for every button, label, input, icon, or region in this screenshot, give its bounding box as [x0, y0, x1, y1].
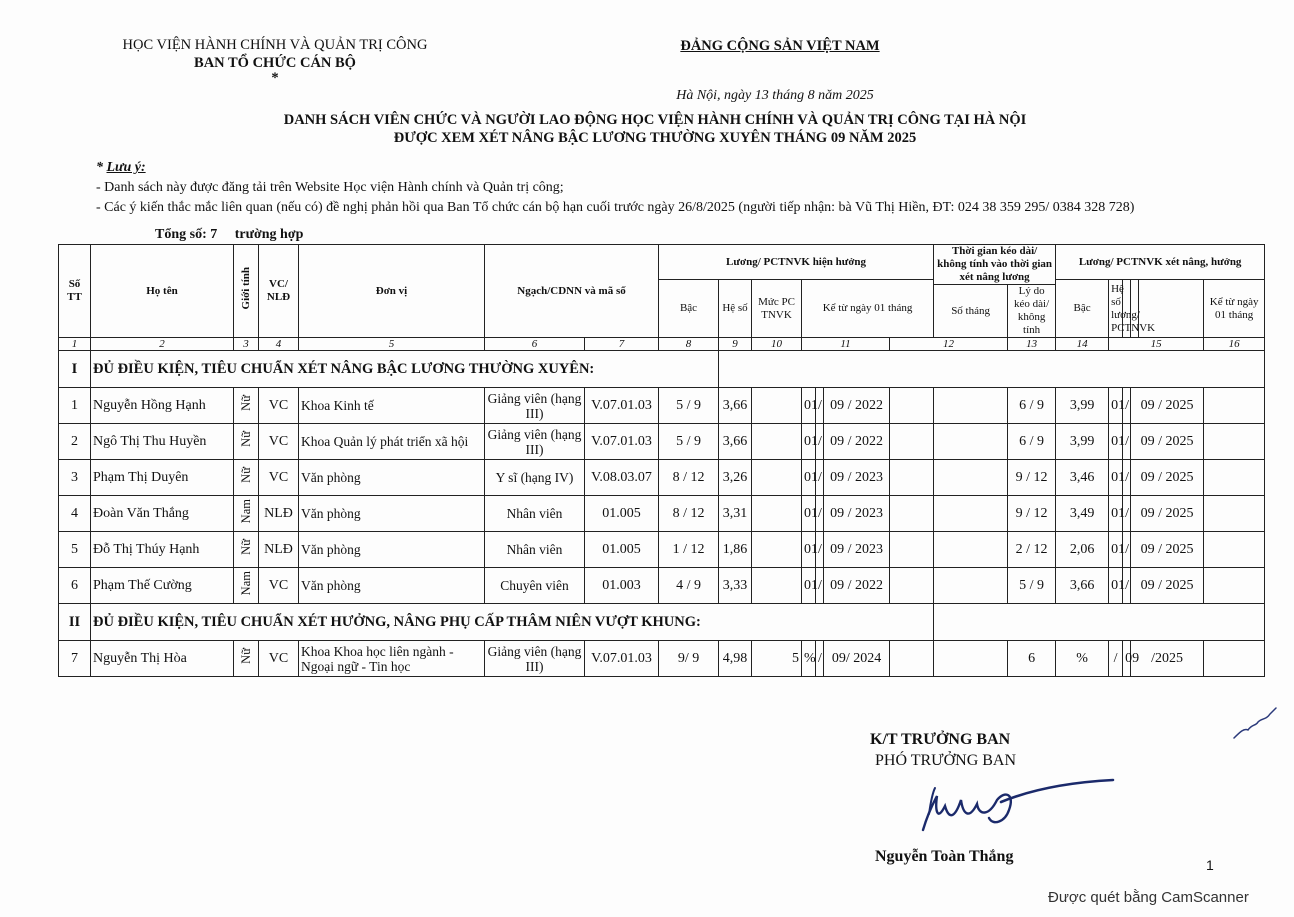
notes-heading-text: Lưu ý:: [106, 160, 146, 175]
col-heso-header: Hệ số: [719, 280, 752, 338]
cell-d2: /: [816, 496, 824, 532]
cell-lydo: [934, 568, 1008, 604]
party-header: ĐẢNG CỘNG SẢN VIỆT NAM: [680, 38, 880, 54]
cell-so: [890, 496, 934, 532]
col-sothang-header: Số tháng: [934, 285, 1008, 338]
cell-stt: 6: [59, 568, 91, 604]
notes-heading: [96, 158, 1276, 178]
cell-lydo: [934, 641, 1008, 677]
col-number: 1: [59, 338, 91, 351]
col-number: 4: [259, 338, 299, 351]
cell-bac2: 6 / 9: [1008, 388, 1056, 424]
org-name: HỌC VIỆN HÀNH CHÍNH VÀ QUẢN TRỊ CÔNG: [122, 37, 428, 53]
cell-name: Đỗ Thị Thúy Hạnh: [91, 532, 234, 568]
cell-note: [1204, 496, 1265, 532]
cell-heso: 1,86: [719, 532, 752, 568]
cell-so: [890, 388, 934, 424]
cell-bac2: 9 / 12: [1008, 460, 1056, 496]
table-row: [59, 532, 1265, 568]
org-star: *: [271, 70, 279, 86]
cell-e1: /: [1109, 641, 1123, 677]
col-number: 16: [1204, 338, 1265, 351]
cell-stt: 7: [59, 641, 91, 677]
current-salary-header: Lương/ PCTNVK hiện hưởng: [659, 245, 934, 280]
gender-text: Nữ: [238, 395, 253, 411]
gender-text: Nữ: [238, 431, 253, 447]
section-row: [59, 604, 1265, 641]
cell-heso2: 3,99: [1056, 424, 1109, 460]
cell-note: [1204, 424, 1265, 460]
cell-e1: 01: [1109, 424, 1123, 460]
cell-code: V.07.01.03: [585, 641, 659, 677]
col-name-header: Họ tên: [91, 245, 234, 338]
gender-text: Nam: [238, 570, 253, 596]
table-row: [59, 641, 1265, 677]
cell-e2: /: [1123, 568, 1131, 604]
cell-d3: 09 / 2022: [824, 388, 890, 424]
cell-stt: 1: [59, 388, 91, 424]
cell-d2: /: [816, 388, 824, 424]
cell-gender: [234, 388, 259, 424]
cell-heso: 3,31: [719, 496, 752, 532]
col-gender-header: [234, 245, 259, 338]
cell-muc: [752, 460, 802, 496]
cell-bac2: 6: [1008, 641, 1056, 677]
cell-stt: 4: [59, 496, 91, 532]
cell-e3: 09 / 2025: [1131, 424, 1204, 460]
cell-e3: 09 / 2025: [1131, 568, 1204, 604]
title-line-2: ĐƯỢC XEM XÉT NÂNG BẬC LƯƠNG THƯỜNG XUYÊN THÁNG 09 NĂM 2025: [393, 130, 917, 146]
cell-unit: Khoa Quản lý phát triển xã hội: [299, 424, 485, 460]
cell-e2: /: [1123, 460, 1131, 496]
cell-bac: 5 / 9: [659, 388, 719, 424]
cell-bac: 9/ 9: [659, 641, 719, 677]
header-row-1: [59, 245, 1265, 280]
section-row: [59, 351, 1265, 388]
col-number: 7: [585, 338, 659, 351]
section-filler: [934, 604, 1265, 641]
cell-rank: Nhân viên: [485, 532, 585, 568]
cell-e2: /: [1123, 424, 1131, 460]
col-vc-header: VC/ NLĐ: [259, 245, 299, 338]
cell-note: [1204, 388, 1265, 424]
cell-heso2: 2,06: [1056, 532, 1109, 568]
cell-muc: [752, 568, 802, 604]
col-bac-header: Bậc: [659, 280, 719, 338]
document-title: [150, 111, 1160, 147]
table-row: [59, 496, 1265, 532]
cell-unit: Văn phòng: [299, 496, 485, 532]
signature-title: K/T TRƯỞNG BAN: [870, 731, 1011, 748]
cell-d3: 09/ 2024: [824, 641, 890, 677]
page-number: 1: [1206, 857, 1214, 873]
col-number: 6: [485, 338, 585, 351]
cell-note: [1204, 641, 1265, 677]
cell-so: [890, 460, 934, 496]
department-name: BAN TỔ CHỨC CÁN BỘ: [194, 55, 356, 71]
col-number: 5: [299, 338, 485, 351]
cell-d1: 01: [802, 388, 816, 424]
cell-e3: 09 / 2025: [1131, 388, 1204, 424]
cell-rank: Giảng viên (hạng III): [485, 388, 585, 424]
cell-gender: [234, 460, 259, 496]
section-title: ĐỦ ĐIỀU KIỆN, TIÊU CHUẨN XÉT HƯỞNG, NÂNG PHỤ CẤP THÂM NIÊN VƯỢT KHUNG:: [91, 604, 934, 641]
cell-unit: Văn phòng: [299, 460, 485, 496]
scanner-watermark: Được quét bằng CamScanner: [1048, 889, 1249, 906]
cell-d2: /: [816, 460, 824, 496]
cell-d3: 09 / 2023: [824, 532, 890, 568]
cell-d2: /: [816, 532, 824, 568]
cell-d1: %: [802, 641, 816, 677]
section-roman: II: [59, 604, 91, 641]
notes-block: [96, 158, 1276, 218]
signature-subtitle: PHÓ TRƯỞNG BAN: [875, 752, 1017, 769]
cell-bac: 4 / 9: [659, 568, 719, 604]
cell-heso2: 3,49: [1056, 496, 1109, 532]
document-date: Hà Nội, ngày 13 tháng 8 năm 2025: [676, 88, 874, 103]
cell-d1: 01: [802, 460, 816, 496]
col-lydo-header: Lý do kéo dài/ không tính: [1008, 285, 1056, 338]
cell-code: 01.005: [585, 532, 659, 568]
cell-name: Ngô Thị Thu Huyền: [91, 424, 234, 460]
cell-bac: 1 / 12: [659, 532, 719, 568]
organization-header: [70, 36, 480, 84]
cell-so: [890, 568, 934, 604]
cell-gender: [234, 568, 259, 604]
cell-d2: /: [816, 641, 824, 677]
extend-header: Thời gian kéo dài/ không tính vào thời gian xét nâng lương: [934, 245, 1056, 285]
cell-e2: /: [1123, 388, 1131, 424]
cell-rank: Giảng viên (hạng III): [485, 424, 585, 460]
cell-e1: 01: [1109, 460, 1123, 496]
cell-so: [890, 532, 934, 568]
cell-muc: [752, 532, 802, 568]
notes-prefix: *: [96, 160, 107, 175]
cell-e3: /2025: [1131, 641, 1204, 677]
col-number: 9: [719, 338, 752, 351]
cell-heso: 4,98: [719, 641, 752, 677]
cell-e1: 01: [1109, 388, 1123, 424]
cell-d3: 09 / 2022: [824, 424, 890, 460]
cell-vc: NLĐ: [259, 496, 299, 532]
cell-code: 01.003: [585, 568, 659, 604]
cell-note: [1204, 532, 1265, 568]
table-row: [59, 568, 1265, 604]
cell-unit: Văn phòng: [299, 532, 485, 568]
note-item: - Các ý kiến thắc mắc liên quan (nếu có) đề nghị phản hồi qua Ban Tổ chức cán bộ hạn cuối trước ngày 26/8/2025 (người tiếp nhận: bà Vũ Thị Hiền, ĐT: 024 38 359 295/ 0384 328 728): [96, 200, 1135, 215]
new-salary-header: Lương/ PCTNVK xét nâng, hưởng: [1056, 245, 1265, 280]
cell-lydo: [934, 496, 1008, 532]
cell-e3: 09 / 2025: [1131, 496, 1204, 532]
cell-heso2: 3,99: [1056, 388, 1109, 424]
col-number: 14: [1056, 338, 1109, 351]
cell-lydo: [934, 424, 1008, 460]
cell-e3: 09 / 2025: [1131, 460, 1204, 496]
cell-bac2: 5 / 9: [1008, 568, 1056, 604]
col-bac2-header: Bậc: [1056, 280, 1109, 338]
gender-text: Nữ: [238, 467, 253, 483]
cell-e3: 09 / 2025: [1131, 532, 1204, 568]
column-number-row: [59, 338, 1265, 351]
cell-stt: 5: [59, 532, 91, 568]
cell-name: Đoàn Văn Thắng: [91, 496, 234, 532]
cell-lydo: [934, 532, 1008, 568]
cell-bac2: 6 / 9: [1008, 424, 1056, 460]
cell-bac: 5 / 9: [659, 424, 719, 460]
cell-d1: 01: [802, 424, 816, 460]
handwritten-signature: [905, 770, 1125, 845]
cell-muc: [752, 424, 802, 460]
cell-unit: Khoa Khoa học liên ngành - Ngoại ngữ - Tin học: [299, 641, 485, 677]
cell-heso2: 3,66: [1056, 568, 1109, 604]
cell-note: [1204, 568, 1265, 604]
cell-gender: [234, 641, 259, 677]
cell-e2: /: [1123, 496, 1131, 532]
cell-name: Phạm Thị Duyên: [91, 460, 234, 496]
col-number: 10: [752, 338, 802, 351]
cell-unit: Văn phòng: [299, 568, 485, 604]
col-muc-header: Mức PC TNVK: [752, 280, 802, 338]
cell-stt: 3: [59, 460, 91, 496]
cell-lydo: [934, 388, 1008, 424]
gender-header-text: Giới tính: [240, 267, 252, 310]
cell-name: Phạm Thế Cường: [91, 568, 234, 604]
title-line-1: DANH SÁCH VIÊN CHỨC VÀ NGƯỜI LAO ĐỘNG HỌC VIỆN HÀNH CHÍNH VÀ QUẢN TRỊ CÔNG TẠI HÀ NỘI: [283, 112, 1027, 128]
col-ketu2-header: Kể từ ngày 01 tháng: [1204, 280, 1265, 338]
cell-rank: Giảng viên (hạng III): [485, 641, 585, 677]
table-row: [59, 424, 1265, 460]
margin-initials: [1230, 702, 1280, 742]
salary-table: [58, 244, 1265, 677]
cell-rank: Nhân viên: [485, 496, 585, 532]
cell-e2: 09: [1123, 641, 1131, 677]
cell-code: V.07.01.03: [585, 424, 659, 460]
cell-code: V.07.01.03: [585, 388, 659, 424]
col-number: 12: [890, 338, 1008, 351]
col-unit-header: Đơn vị: [299, 245, 485, 338]
note-item: - Danh sách này được đăng tải trên Website Học viện Hành chính và Quản trị công;: [96, 180, 564, 195]
cell-name: Nguyễn Hồng Hạnh: [91, 388, 234, 424]
cell-code: 01.005: [585, 496, 659, 532]
cell-heso2: %: [1056, 641, 1109, 677]
cell-e2: /: [1123, 532, 1131, 568]
col-number: 3: [234, 338, 259, 351]
total-count: Tổng số: 7 trường hợp: [155, 227, 304, 242]
section-filler: [719, 351, 1265, 388]
gender-text: Nam: [238, 498, 253, 524]
cell-heso: 3,66: [719, 424, 752, 460]
col-number: 13: [1008, 338, 1056, 351]
col-ketu-header: Kể từ ngày 01 tháng: [802, 280, 934, 338]
cell-e1: 01: [1109, 496, 1123, 532]
cell-bac: 8 / 12: [659, 496, 719, 532]
cell-gender: [234, 496, 259, 532]
col-number: 11: [802, 338, 890, 351]
cell-unit: Khoa Kinh tế: [299, 388, 485, 424]
col-heso2-header: Hệ số lương/ PCTNVK: [1109, 280, 1123, 338]
cell-vc: NLĐ: [259, 532, 299, 568]
col-stt-header: Số TT: [59, 245, 91, 338]
cell-vc: VC: [259, 460, 299, 496]
cell-d3: 09 / 2023: [824, 460, 890, 496]
gender-text: Nữ: [238, 539, 253, 555]
cell-d3: 09 / 2022: [824, 568, 890, 604]
cell-e1: 01: [1109, 568, 1123, 604]
cell-rank: Y sĩ (hạng IV): [485, 460, 585, 496]
cell-muc: [752, 496, 802, 532]
section-title: ĐỦ ĐIỀU KIỆN, TIÊU CHUẨN XÉT NÂNG BẬC LƯƠNG THƯỜNG XUYÊN:: [91, 351, 719, 388]
col-number: 8: [659, 338, 719, 351]
cell-bac: 8 / 12: [659, 460, 719, 496]
cell-rank: Chuyên viên: [485, 568, 585, 604]
cell-d1: 01: [802, 568, 816, 604]
cell-vc: VC: [259, 388, 299, 424]
col-number: 2: [91, 338, 234, 351]
cell-heso: 3,26: [719, 460, 752, 496]
cell-d2: /: [816, 424, 824, 460]
cell-code: V.08.03.07: [585, 460, 659, 496]
cell-heso2: 3,46: [1056, 460, 1109, 496]
cell-gender: [234, 424, 259, 460]
cell-e1: 01: [1109, 532, 1123, 568]
cell-muc: 5: [752, 641, 802, 677]
cell-heso: 3,33: [719, 568, 752, 604]
signer-name: Nguyễn Toàn Thắng: [875, 848, 1014, 865]
table-row: [59, 388, 1265, 424]
cell-vc: VC: [259, 568, 299, 604]
cell-d2: /: [816, 568, 824, 604]
cell-heso: 3,66: [719, 388, 752, 424]
cell-so: [890, 641, 934, 677]
cell-vc: VC: [259, 641, 299, 677]
col-number: 15: [1109, 338, 1204, 351]
cell-stt: 2: [59, 424, 91, 460]
cell-lydo: [934, 460, 1008, 496]
cell-d1: 01: [802, 496, 816, 532]
cell-d3: 09 / 2023: [824, 496, 890, 532]
section-roman: I: [59, 351, 91, 388]
cell-muc: [752, 388, 802, 424]
cell-bac2: 2 / 12: [1008, 532, 1056, 568]
cell-so: [890, 424, 934, 460]
cell-gender: [234, 532, 259, 568]
col-rank-header: Ngạch/CDNN và mã số: [485, 245, 659, 338]
cell-vc: VC: [259, 424, 299, 460]
cell-note: [1204, 460, 1265, 496]
cell-name: Nguyễn Thị Hòa: [91, 641, 234, 677]
table-row: [59, 460, 1265, 496]
cell-d1: 01: [802, 532, 816, 568]
gender-text: Nữ: [238, 648, 253, 664]
cell-bac2: 9 / 12: [1008, 496, 1056, 532]
